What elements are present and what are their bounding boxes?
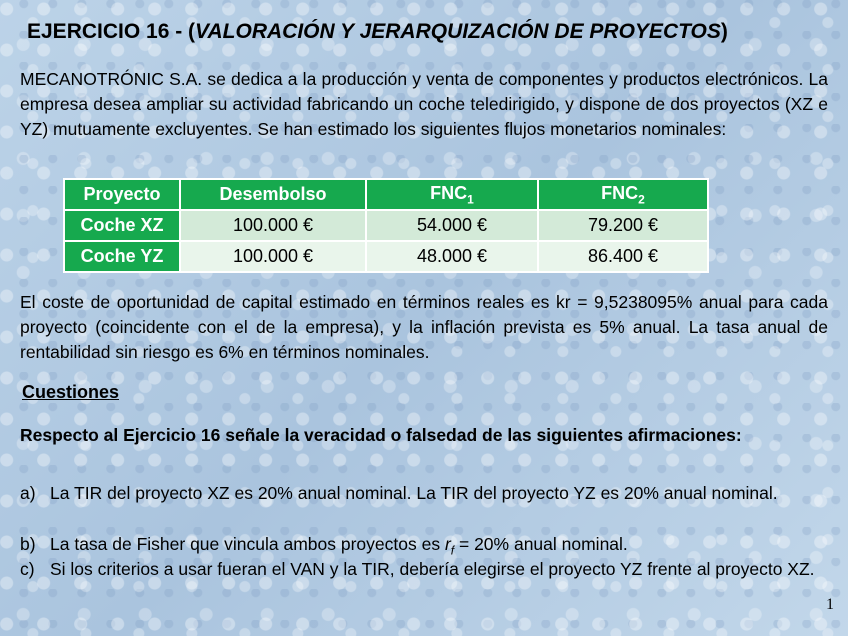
cash-flow-table: [63, 178, 709, 273]
statement-a: [20, 481, 828, 506]
row-fnc2: 79.200 €: [538, 210, 708, 241]
statement-c: [20, 557, 828, 582]
row-fnc1: 48.000 €: [366, 241, 538, 272]
fnc1-label: FNC: [430, 182, 468, 203]
fnc1-subscript: 1: [467, 192, 474, 207]
page-number: 1: [826, 596, 834, 613]
header-proyecto: Proyecto: [64, 179, 180, 210]
header-fnc1: [366, 179, 538, 210]
intro-paragraph: MECANOTRÓNIC S.A. se dedica a la producción y venta de componentes y productos electrónicos. La empresa desea ampliar su actividad fabricando un coche teledirigido, y dispone de dos proyectos (XZ e YZ) mutuamente excluyentes. Se han estimado los siguientes flujos monetarios nominales:: [20, 69, 828, 139]
table-row: [64, 241, 708, 272]
row-project-name: Coche YZ: [64, 241, 180, 272]
questions-heading: Cuestiones: [22, 382, 120, 402]
cost-paragraph: El coste de oportunidad de capital estimado en términos reales es kr = 9,5238095% anual para cada proyecto (coincidente con el de la empresa), y la inflación prevista es 5% anual. La tasa anual de rentabilidad sin riesgo es 6% en términos nominales.: [20, 292, 828, 362]
header-desembolso: Desembolso: [180, 179, 366, 210]
title-subtitle: VALORACIÓN Y JERARQUIZACIÓN DE PROYECTOS: [195, 20, 721, 43]
questions-prompt: Respecto al Ejercicio 16 señale la veracidad o falsedad de las siguientes afirmaciones:: [20, 425, 742, 445]
row-fnc1: 54.000 €: [366, 210, 538, 241]
fnc2-subscript: 2: [638, 192, 645, 207]
table-header-row: [64, 179, 708, 210]
fisher-subscript: f: [450, 543, 455, 558]
statement-b-after: = 20% anual nominal.: [454, 534, 628, 554]
row-desembolso: 100.000 €: [180, 241, 366, 272]
statement-b-before: La tasa de Fisher que vincula ambos proyectos es: [50, 534, 445, 554]
row-fnc2: 86.400 €: [538, 241, 708, 272]
table-row: [64, 210, 708, 241]
title-close: ): [720, 20, 728, 43]
row-desembolso: 100.000 €: [180, 210, 366, 241]
statement-label: b): [20, 534, 36, 554]
header-fnc2: [538, 179, 708, 210]
title-main: EJERCICIO 16 - (: [27, 20, 196, 43]
row-project-name: Coche XZ: [64, 210, 180, 241]
statement-label: a): [20, 483, 36, 503]
fnc2-label: FNC: [601, 182, 639, 203]
exercise-title: [27, 20, 827, 44]
fisher-variable: r: [444, 534, 451, 554]
statement-text: Si los criterios a usar fueran el VAN y la TIR, debería elegirse el proyecto YZ frente al proyecto XZ.: [50, 559, 815, 579]
statement-text: La TIR del proyecto XZ es 20% anual nominal. La TIR del proyecto YZ es 20% anual nominal.: [50, 483, 778, 503]
statement-label: c): [20, 559, 35, 579]
